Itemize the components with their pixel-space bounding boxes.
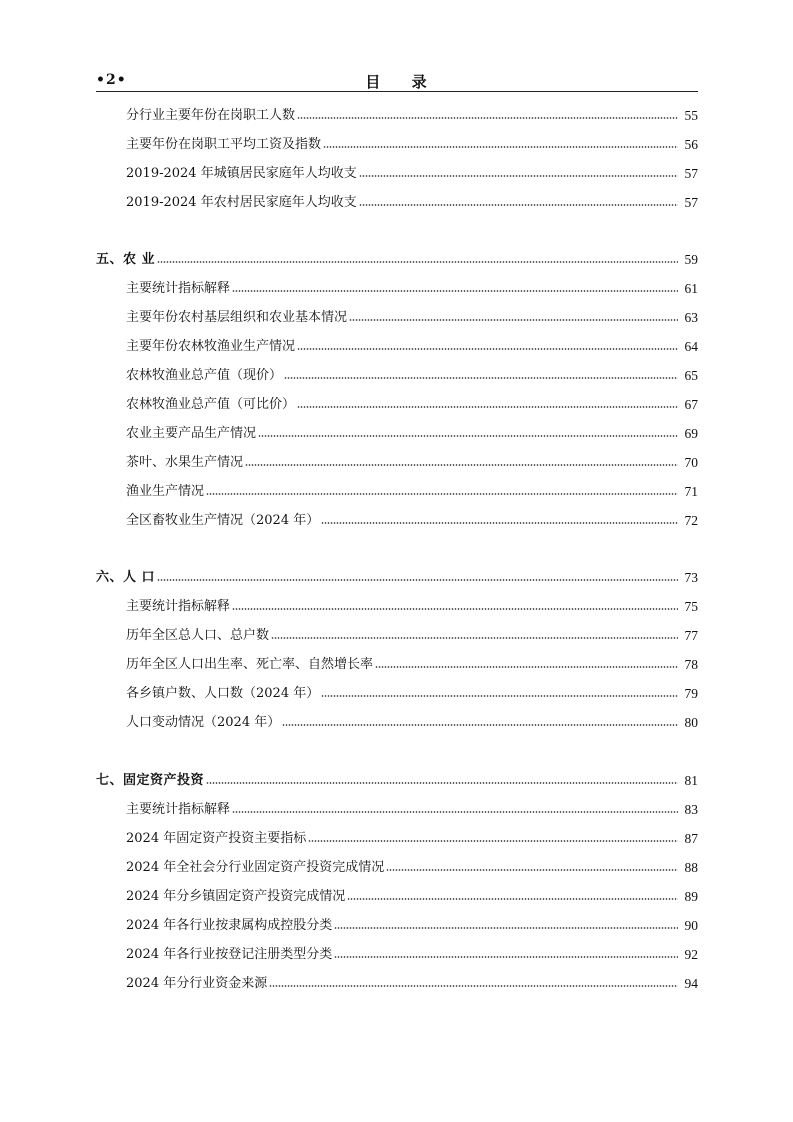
toc-entry[interactable] [126, 191, 698, 211]
toc-entry-label: 2024 年各行业按登记注册类型分类 [126, 947, 333, 962]
toc-entry[interactable] [126, 133, 698, 153]
toc-entry[interactable] [126, 480, 698, 500]
toc-entry[interactable] [126, 856, 698, 876]
toc-entry-label: 人口变动情况（2024 年） [126, 715, 281, 730]
toc-entry-page: 64 [684, 339, 698, 354]
leader-dots [321, 694, 678, 698]
toc-entry-page: 77 [684, 628, 698, 643]
toc-entry-page: 56 [684, 137, 698, 152]
leader-dots [334, 926, 678, 930]
leader-dots [347, 897, 678, 901]
leader-dots [349, 318, 678, 322]
toc-entry-page: 88 [684, 860, 698, 875]
toc-entry[interactable] [126, 277, 698, 297]
toc-entry[interactable] [126, 711, 698, 731]
toc-entry-page: 72 [684, 513, 698, 528]
toc-section-title: 七、固定资产投资 [96, 773, 205, 788]
toc-entry-label: 茶叶、水果生产情况 [126, 455, 244, 470]
toc-entry-label: 2019-2024 年城镇居民家庭年人均收支 [126, 166, 357, 181]
toc-entry[interactable] [126, 827, 698, 847]
toc-entry-page: 90 [684, 918, 698, 933]
toc-entry-page: 83 [684, 802, 698, 817]
toc-entry-label: 农业主要产品生产情况 [126, 426, 257, 441]
leader-dots [232, 810, 678, 814]
leader-dots [297, 347, 678, 351]
toc-entry-label: 全区畜牧业生产情况（2024 年） [126, 513, 320, 528]
toc-entry[interactable] [126, 162, 698, 182]
leader-dots [232, 607, 678, 611]
toc-entry-page: 65 [684, 368, 698, 383]
toc-entry-page: 89 [684, 889, 698, 904]
leader-dots [269, 984, 678, 988]
leader-dots [375, 665, 678, 669]
leader-dots [321, 521, 678, 525]
leader-dots [359, 203, 678, 207]
leader-dots [297, 405, 678, 409]
toc-entry-label: 农林牧渔业总产值（现价） [126, 368, 283, 383]
leader-dots [282, 723, 678, 727]
toc-entry-page: 70 [684, 455, 698, 470]
toc-entry-page: 94 [684, 976, 698, 991]
leader-dots [232, 289, 678, 293]
toc-entry-label: 2024 年全社会分行业固定资产投资完成情况 [126, 860, 385, 875]
toc-entry-label: 历年全区人口出生率、死亡率、自然增长率 [126, 657, 374, 672]
toc-entry[interactable] [126, 972, 698, 992]
page-header [96, 71, 698, 92]
toc-entry[interactable] [126, 914, 698, 934]
toc-entry-label: 2024 年分乡镇固定资产投资完成情况 [126, 889, 346, 904]
toc-entry-label: 分行业主要年份在岗职工人数 [126, 108, 296, 123]
toc-entry-label: 2024 年固定资产投资主要指标 [126, 831, 307, 846]
toc-entry-page: 78 [684, 657, 698, 672]
toc-entry-page: 71 [684, 484, 698, 499]
leader-dots [258, 434, 678, 438]
toc-entry-page: 69 [684, 426, 698, 441]
toc-entry[interactable] [126, 306, 698, 326]
toc-entry-page: 75 [684, 599, 698, 614]
toc-entry-label: 主要统计指标解释 [126, 802, 231, 817]
toc-entry[interactable] [126, 943, 698, 963]
toc-section-page: 81 [684, 773, 698, 788]
toc-entry[interactable] [126, 624, 698, 644]
leader-dots [271, 636, 678, 640]
toc-entry-page: 55 [684, 108, 698, 123]
toc-entry-label: 各乡镇户数、人口数（2024 年） [126, 686, 320, 701]
toc-entry[interactable] [126, 364, 698, 384]
toc-entry[interactable] [126, 422, 698, 442]
toc-section-fixed-asset-investment[interactable] [96, 769, 698, 789]
leader-dots [359, 174, 678, 178]
toc-entry-label: 主要年份农村基层组织和农业基本情况 [126, 310, 348, 325]
toc-entry-page: 61 [684, 281, 698, 296]
toc-entry-page: 80 [684, 715, 698, 730]
toc-entry[interactable] [126, 509, 698, 529]
toc-entry-page: 57 [684, 166, 698, 181]
toc-entry-page: 67 [684, 397, 698, 412]
leader-dots [308, 839, 678, 843]
toc-section-title: 五、农 业 [96, 252, 156, 267]
toc-entry-label: 主要年份在岗职工平均工资及指数 [126, 137, 322, 152]
leader-dots [206, 492, 678, 496]
toc-section-population[interactable] [96, 566, 698, 586]
leader-dots [157, 578, 678, 582]
page-title: 目 录 [365, 73, 429, 91]
toc-section-agriculture[interactable] [96, 248, 698, 268]
toc-entry[interactable] [126, 393, 698, 413]
toc-entry-label: 主要统计指标解释 [126, 281, 231, 296]
toc-entry-label: 渔业生产情况 [126, 484, 205, 499]
toc-entry[interactable] [126, 104, 698, 124]
leader-dots [323, 145, 678, 149]
leader-dots [245, 463, 678, 467]
toc-entry-label: 历年全区总人口、总户数 [126, 628, 270, 643]
toc-entry-label: 2024 年分行业资金来源 [126, 976, 268, 991]
toc-entry[interactable] [126, 885, 698, 905]
leader-dots [206, 781, 678, 785]
toc-entry-label: 2019-2024 年农村居民家庭年人均收支 [126, 195, 357, 210]
toc-entry[interactable] [126, 451, 698, 471]
toc-entry-page: 63 [684, 310, 698, 325]
toc-entry-label: 主要统计指标解释 [126, 599, 231, 614]
toc-entry-label: 2024 年各行业按隶属构成控股分类 [126, 918, 333, 933]
toc-entry-page: 57 [684, 195, 698, 210]
toc-entry[interactable] [126, 335, 698, 355]
toc-entry-page: 92 [684, 947, 698, 962]
toc-entry-label: 主要年份农林牧渔业生产情况 [126, 339, 296, 354]
page-number: •2• [96, 72, 127, 88]
toc-entry-label: 农林牧渔业总产值（可比价） [126, 397, 296, 412]
toc-entry-page: 79 [684, 686, 698, 701]
toc-entry[interactable] [126, 595, 698, 615]
leader-dots [284, 376, 678, 380]
leader-dots [386, 868, 678, 872]
toc-entry[interactable] [126, 798, 698, 818]
leader-dots [334, 955, 678, 959]
leader-dots [297, 116, 678, 120]
toc-entry[interactable] [126, 682, 698, 702]
leader-dots [157, 260, 678, 264]
toc-section-page: 73 [684, 570, 698, 585]
toc-section-page: 59 [684, 252, 698, 267]
toc-section-title: 六、人 口 [96, 570, 156, 585]
toc-entry[interactable] [126, 653, 698, 673]
toc-entry-page: 87 [684, 831, 698, 846]
